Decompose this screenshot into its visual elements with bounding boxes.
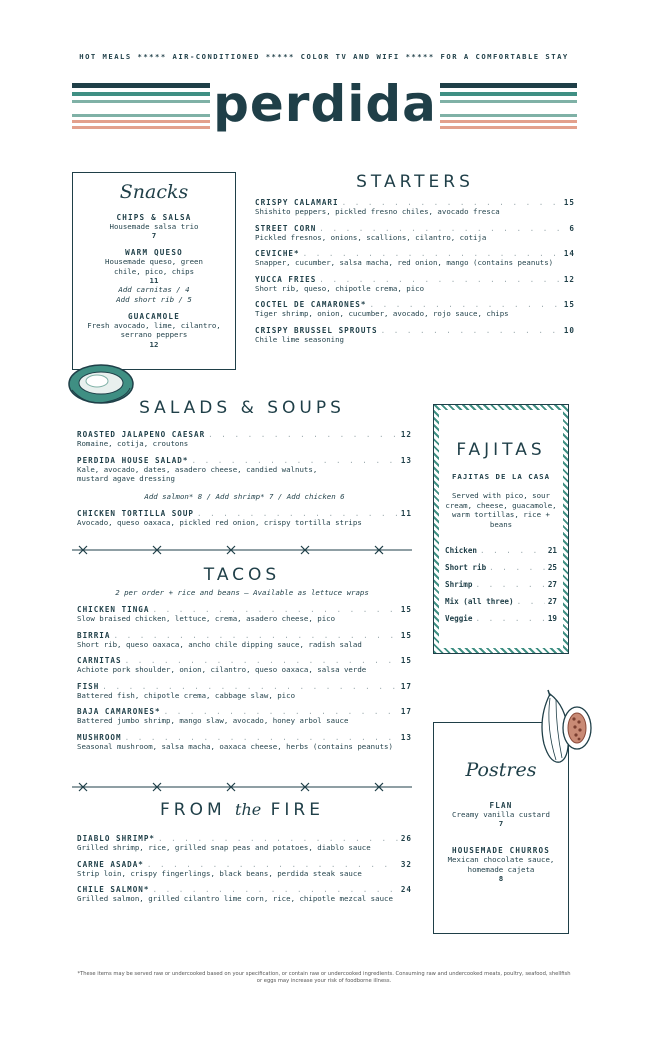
item-desc: Romaine, cotija, croutons [77,439,189,448]
item-desc: Grilled shrimp, rice, grilled snap peas and potatoes, diablo sauce [77,843,371,852]
snacks-box [72,172,236,370]
item-price: 14 [563,249,575,259]
item-desc: Grilled salmon, grilled cilantro lime corn, rice, chipotle mezcal sauce [77,894,393,904]
fajita-price: 19 [547,614,557,624]
item-price: 17 [400,707,412,717]
menu-item [77,656,412,675]
item-desc: Short rib, queso, chipotle crema, pico [255,283,425,293]
item-price: 26 [400,834,412,843]
fajita-option [445,597,557,606]
snack-desc: Fresh avocado, lime, cilantro, serrano peppers [87,321,221,340]
fajita-name: Mix (all three) [445,597,514,607]
fajita-name: Short rib [445,563,487,573]
postres-title: Postres [465,759,537,781]
item-desc: Battered jumbo shrimp, mango slaw, avocado, honey arbol sauce [77,716,349,726]
menu-item [255,249,575,268]
starters-title: STARTERS [356,172,474,192]
snack-addon: Add short rib / 5 [116,294,192,304]
item-name: CHILE SALMON* [77,885,150,895]
snack-item [73,312,235,349]
fajita-option [445,563,557,572]
item-desc: Seasonal mushroom, salsa macha, oaxaca cheese, herbs (contains peanuts) [77,741,393,751]
item-price: 6 [569,223,575,233]
dessert-price: 7 [498,819,504,829]
fajita-name: Chicken [445,546,478,556]
tagline: HOT MEALS ***** AIR-CONDITIONED ***** COLOR TV AND WIFI ***** FOR A COMFORTABLE STAY [79,52,569,61]
snack-price: 11 [149,276,159,286]
dessert-desc: Creamy vanilla custard [452,810,550,819]
menu-item [77,509,412,528]
fajitas-list [439,546,563,623]
item-price: 12 [563,274,575,284]
item-price: 15 [400,656,412,666]
menu-item [77,631,412,650]
snack-name: WARM QUESO [125,248,183,258]
item-desc: Achiote pork shoulder, onion, cilantro, queso oaxaca, salsa verde [77,665,367,675]
item-price: 32 [400,859,412,869]
tacos-list [77,605,412,752]
item-desc: Snapper, cucumber, salsa macha, red onion, mango (contains peanuts) [255,258,554,268]
fajita-option [445,614,557,623]
item-desc: Avocado, queso oaxaca, pickled red onion, crispy tortilla strips [77,517,362,527]
snack-price: 12 [149,339,159,349]
menu-item [77,834,412,853]
item-name: DIABLO SHRIMP* [77,834,156,843]
logo-text: perdida [213,75,437,133]
item-price: 12 [400,430,412,439]
salads-list [77,430,412,527]
dessert-name: FLAN [489,801,513,810]
snack-desc: Housemade salsa trio [109,222,199,231]
item-name: CHICKEN TINGA [77,605,150,614]
item-name: CARNITAS [77,656,122,666]
snack-addon: Add carnitas / 4 [118,285,190,295]
menu-item [255,275,575,294]
item-name: ROASTED JALAPENO CAESAR [77,430,206,439]
item-desc: Battered fish, chipotle crema, cabbage slaw, pico [77,690,296,700]
item-price: 15 [563,198,575,207]
item-name: STREET CORN [255,223,317,233]
starters-list [255,198,575,345]
item-price: 24 [400,885,412,895]
item-price: 10 [563,325,575,335]
fire-list [77,834,412,904]
fire-title-from: FROM [159,800,226,820]
item-name: CARNE ASADA* [77,859,144,869]
item-name: CEVICHE* [255,249,300,259]
menu-item [255,326,575,345]
menu-item [77,605,412,624]
snack-item [73,213,235,240]
item-name: BIRRIA [77,630,111,640]
fire-title [72,800,412,820]
snack-desc: Housemade queso, green chile, pico, chips [105,257,203,276]
item-name: MUSHROOM [77,732,122,742]
salads-title: SALADS & SOUPS [139,398,345,418]
menu-item [77,430,412,449]
snack-name: CHIPS & SALSA [116,213,192,222]
item-desc: Chile lime seasoning [255,334,344,344]
fajita-price: 27 [547,580,557,590]
cacao-pod-illustration [534,688,594,768]
menu-item [77,456,412,484]
fajitas-subtitle: FAJITAS DE LA CASA [451,472,551,481]
item-price: 15 [563,300,575,310]
item-price: 13 [400,455,412,465]
item-name: YUCCA FRIES [255,274,317,284]
fajita-price: 21 [547,546,557,556]
item-price: 15 [400,630,412,640]
fire-title-fire: FIRE [270,800,324,820]
item-price: 15 [400,605,412,614]
item-price: 17 [400,681,412,691]
menu-item [77,885,412,904]
snacks-title: Snacks [119,181,189,203]
tacos-title: TACOS [203,565,281,585]
item-desc: Tiger shrimp, onion, cucumber, avocado, rojo sauce, chips [255,309,509,319]
item-name: CHICKEN TORTILLA SOUP [77,508,195,518]
item-name: CRISPY CALAMARI [255,198,339,207]
allergen-footnote: *These items may be served raw or undercooked based on your specification, or contain raw or undercooked ingredients. Consuming raw and undercooked meats, poultry, seafood, shellfish or eggs may increase your risk of foodborne illness. [77,971,571,984]
fajita-option [445,580,557,589]
menu-item [255,300,575,319]
fajita-name: Shrimp [445,580,473,590]
fajita-option [445,546,557,555]
dessert-item [434,846,568,883]
item-desc: Strip loin, crispy fingerlings, black beans, perdida steak sauce [77,868,362,878]
item-price: 11 [400,508,412,518]
snack-name: GUACAMOLE [128,312,180,322]
menu-item [77,707,412,726]
dessert-item [434,801,568,828]
fajitas-title: FAJITAS [456,440,546,460]
item-desc: Shishito peppers, pickled fresno chiles, avocado fresca [255,207,500,216]
fire-title-the: the [235,800,262,819]
menu-item [77,733,412,752]
fajita-price: 27 [547,597,557,607]
divider-x [72,544,412,556]
dessert-name: HOUSEMADE CHURROS [451,846,551,856]
item-name: CRISPY BRUSSEL SPROUTS [255,325,378,335]
fajita-price: 25 [547,563,557,573]
item-desc: Pickled fresnos, onions, scallions, cilantro, cotija [255,232,487,242]
dessert-desc: Mexican chocolate sauce, homemade cajeta [447,855,555,874]
menu-item [255,224,575,243]
snack-item [73,248,235,304]
fajitas-desc: Served with pico, sour cream, cheese, guacamole, warm tortillas, rice + beans [445,491,557,529]
fajitas-box [433,404,569,654]
item-price: 13 [400,732,412,742]
divider-x [72,781,412,793]
fajita-name: Veggie [445,614,473,624]
menu-item [77,860,412,879]
snack-price: 7 [151,231,157,241]
item-name: BAJA CAMARONES* [77,707,161,717]
dessert-price: 8 [498,874,504,884]
item-desc: Short rib, queso oaxaca, ancho chile dipping sauce, radish salad [77,639,362,649]
tacos-subtitle: 2 per order + rice and beans — Available as lettuce wraps [115,588,369,597]
salad-addons: Add salmon* 8 / Add shrimp* 7 / Add chicken 6 [144,491,345,501]
item-desc: Slow braised chicken, lettuce, crema, asadero cheese, pico [77,614,336,623]
item-name: COCTEL DE CAMARONES* [255,300,367,310]
logo-banner [72,75,577,138]
item-name: FISH [77,681,100,691]
fajitas-inner [439,410,563,648]
menu-item [77,682,412,701]
menu-item [255,198,575,217]
item-name: PERDIDA HOUSE SALAD* [77,455,189,465]
item-desc: Kale, avocado, dates, asadero cheese, candied walnuts, mustard agave dressing [77,464,318,484]
